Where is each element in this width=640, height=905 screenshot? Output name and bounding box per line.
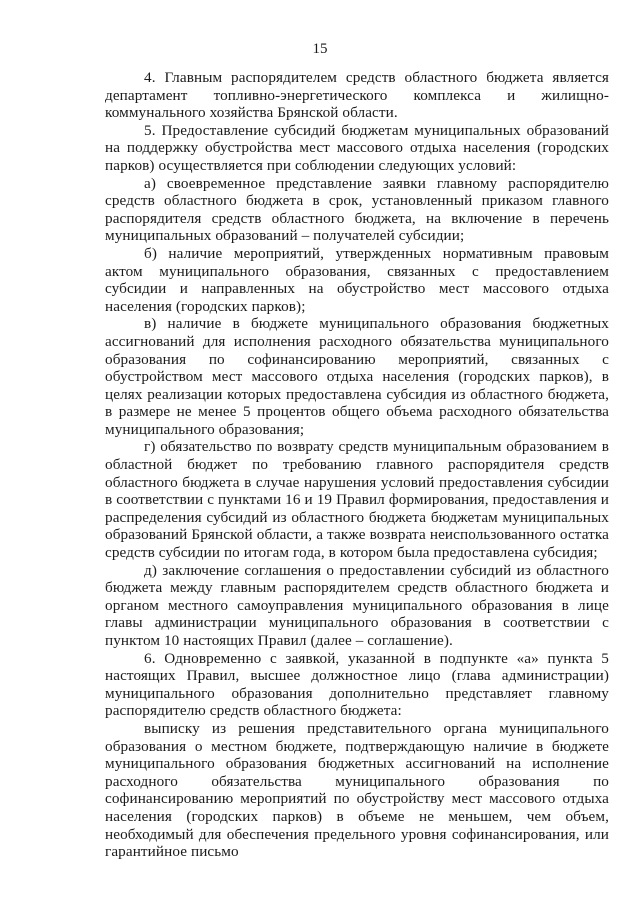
- paragraph-4: 4. Главным распорядителем средств областного бюджета является департамент топливно-энергетического комплекса и жилищно-коммунального хозяйства Брянской области.: [105, 69, 609, 122]
- paragraph-6-extract: выписку из решения представительного органа муниципального образования о местном бюджете, подтверждающую наличие в бюджете муниципального образования бюджетных ассигнований на исполнение расходного обязательства муниципального образования по софинансированию мероприятий по обустройству мест массового отдыха населения (городских парков) в объеме не меньшем, чем объем, необходимый для обеспечения предельного уровня софинансирования, или гарантийное письмо: [105, 719, 609, 861]
- subparagraph-5c: в) наличие в бюджете муниципального образования бюджетных ассигнований для исполнения расходного обязательства муниципального образования по софинансированию мероприятий, связанных с обустройством мест массового отдыха населения (городских парков), в целях реализации которых предоставлена субсидия из областного бюджета, в размере не менее 5 процентов общего объема расходного обязательства муниципального образования;: [105, 315, 609, 438]
- subparagraph-5a: а) своевременное представление заявки главному распорядителю средств областного бюджета в срок, установленный приказом главного распорядителя средств областного бюджета, на включение в перечень муниципальных образований – получателей субсидии;: [105, 174, 609, 245]
- page-number: 15: [312, 41, 328, 57]
- subparagraph-5d: г) обязательство по возврату средств муниципальным образованием в областной бюджет по требованию главного распорядителя средств областного бюджета в случае нарушения условий предоставления субсидии в соответствии с пунктами 16 и 19 Правил формирования, предоставления и распределения субсидий из областного бюджета бюджетам муниципальных образований Брянской области, а также возврата неиспользованного остатка средств субсидии по итогам года, в котором была предоставлена субсидия;: [105, 438, 609, 562]
- document-body: [105, 69, 609, 861]
- subparagraph-5b: б) наличие мероприятий, утвержденных нормативным правовым актом муниципального образования, связанных с предоставлением субсидии и направленных на обустройство мест массового отдыха населения (городских парков);: [105, 244, 609, 315]
- paragraph-6: 6. Одновременно с заявкой, указанной в подпункте «а» пункта 5 настоящих Правил, высшее должностное лицо (глава администрации) муниципального образования дополнительно представляет главному распорядителю средств областного бюджета:: [105, 649, 609, 720]
- subparagraph-5e: д) заключение соглашения о предоставлении субсидий из областного бюджета между главным распорядителем средств областного бюджета и органом местного самоуправления муниципального образования в лице главы администрации муниципального образования в соответствии с пунктом 10 настоящих Правил (далее – соглашение).: [105, 561, 609, 649]
- paragraph-5: 5. Предоставление субсидий бюджетам муниципальных образований на поддержку обустройства мест массового отдыха населения (городских парков) осуществляется при соблюдении следующих условий:: [105, 121, 609, 174]
